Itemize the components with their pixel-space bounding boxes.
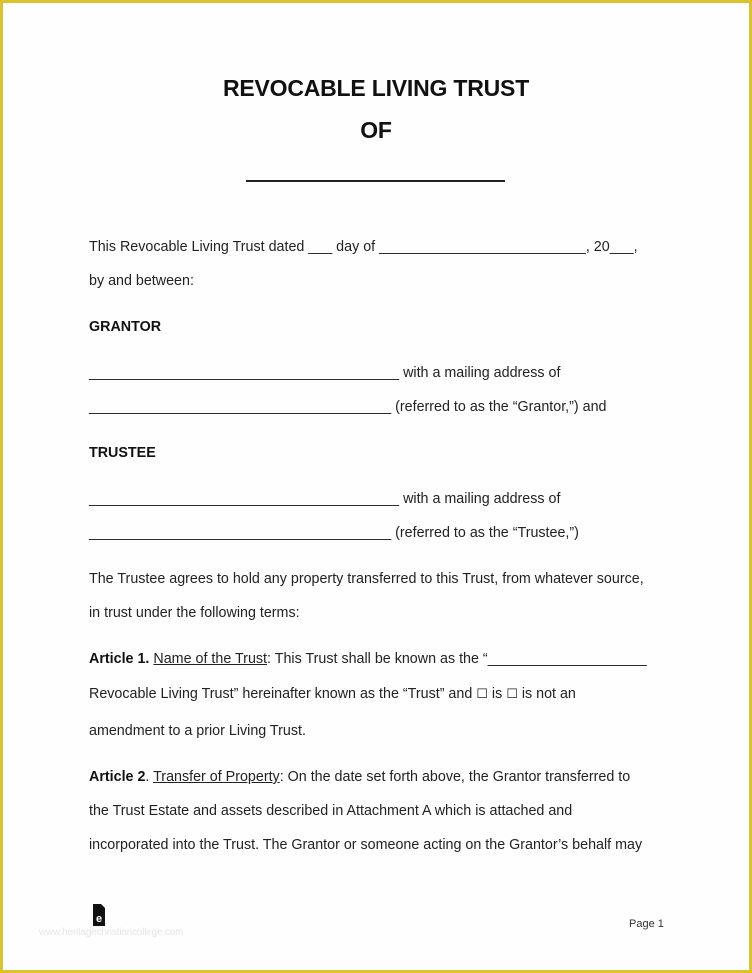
article-1-text: Revocable Living Trust” hereinafter known as the “Trust” and — [89, 686, 477, 702]
article-1-text: : This Trust shall be known as the “ — [267, 651, 488, 667]
article-1-text: is not an — [517, 686, 576, 702]
intro-text: This Revocable Living Trust dated — [89, 239, 309, 255]
article-2-line-3: incorporated into the Trust. The Grantor or someone acting on the Grantor’s behalf may — [89, 837, 643, 853]
article-2-heading: Transfer of Property — [153, 769, 280, 785]
article-1-text: is — [487, 686, 507, 702]
article-1-line-1 — [89, 651, 647, 667]
article-2-text: : On the date set forth above, the Grantor transferred to — [279, 769, 631, 785]
intro-text: , — [633, 239, 638, 255]
article-2-label: Article 2 — [89, 769, 146, 785]
trustee-name-blank[interactable]: _______________________________________ — [89, 491, 400, 507]
document-title-of: OF — [360, 117, 392, 143]
grantor-heading: GRANTOR — [89, 319, 162, 335]
trustee-name-label: with a mailing address of — [399, 491, 561, 507]
trustee-address-line — [89, 525, 579, 541]
title-name-blank[interactable] — [246, 180, 505, 182]
intro-text: , 20 — [585, 239, 610, 255]
article-1-line-2 — [89, 686, 576, 702]
intro-line — [89, 239, 638, 255]
article-1-line-3: amendment to a prior Living Trust. — [89, 723, 306, 739]
trustee-heading: TRUSTEE — [89, 445, 156, 461]
trustee-address-label: (referred to as the “Trustee,”) — [391, 525, 579, 541]
trust-name-blank[interactable]: ____________________ — [487, 651, 647, 667]
article-2-period: . — [145, 769, 154, 785]
article-1-heading: Name of the Trust — [153, 651, 268, 667]
agreement-line-1: The Trustee agrees to hold any property transferred to this Trust, from whatever source, — [89, 571, 644, 587]
year-blank[interactable]: ___ — [609, 239, 634, 255]
grantor-name-line — [89, 365, 560, 381]
grantor-name-blank[interactable]: _______________________________________ — [89, 365, 400, 381]
day-blank[interactable]: ___ — [308, 239, 333, 255]
agreement-line-2: in trust under the following terms: — [89, 605, 300, 621]
is-amendment-checkbox[interactable]: ☐ — [476, 687, 488, 702]
grantor-address-blank[interactable]: ______________________________________ — [89, 399, 392, 415]
grantor-name-label: with a mailing address of — [399, 365, 561, 381]
article-1-label: Article 1. — [89, 651, 150, 667]
is-not-amendment-checkbox[interactable]: ☐ — [506, 687, 518, 702]
article-2-line-2: the Trust Estate and assets described in Attachment A which is attached and — [89, 803, 573, 819]
trustee-address-blank[interactable]: ______________________________________ — [89, 525, 392, 541]
month-blank[interactable]: __________________________ — [379, 239, 586, 255]
intro-text: day of — [332, 239, 380, 255]
eforms-logo-icon — [93, 904, 105, 926]
logo-letter: e — [95, 913, 103, 925]
page-number: Page 1 — [629, 918, 664, 930]
grantor-address-label: (referred to as the “Grantor,”) and — [391, 399, 607, 415]
grantor-address-line — [89, 399, 607, 415]
document-title: REVOCABLE LIVING TRUST — [222, 75, 530, 101]
article-2-line-1 — [89, 769, 630, 785]
trustee-name-line — [89, 491, 560, 507]
watermark-text: www.heritagechristiancollege.com — [39, 927, 184, 938]
by-and-between: by and between: — [89, 273, 194, 289]
